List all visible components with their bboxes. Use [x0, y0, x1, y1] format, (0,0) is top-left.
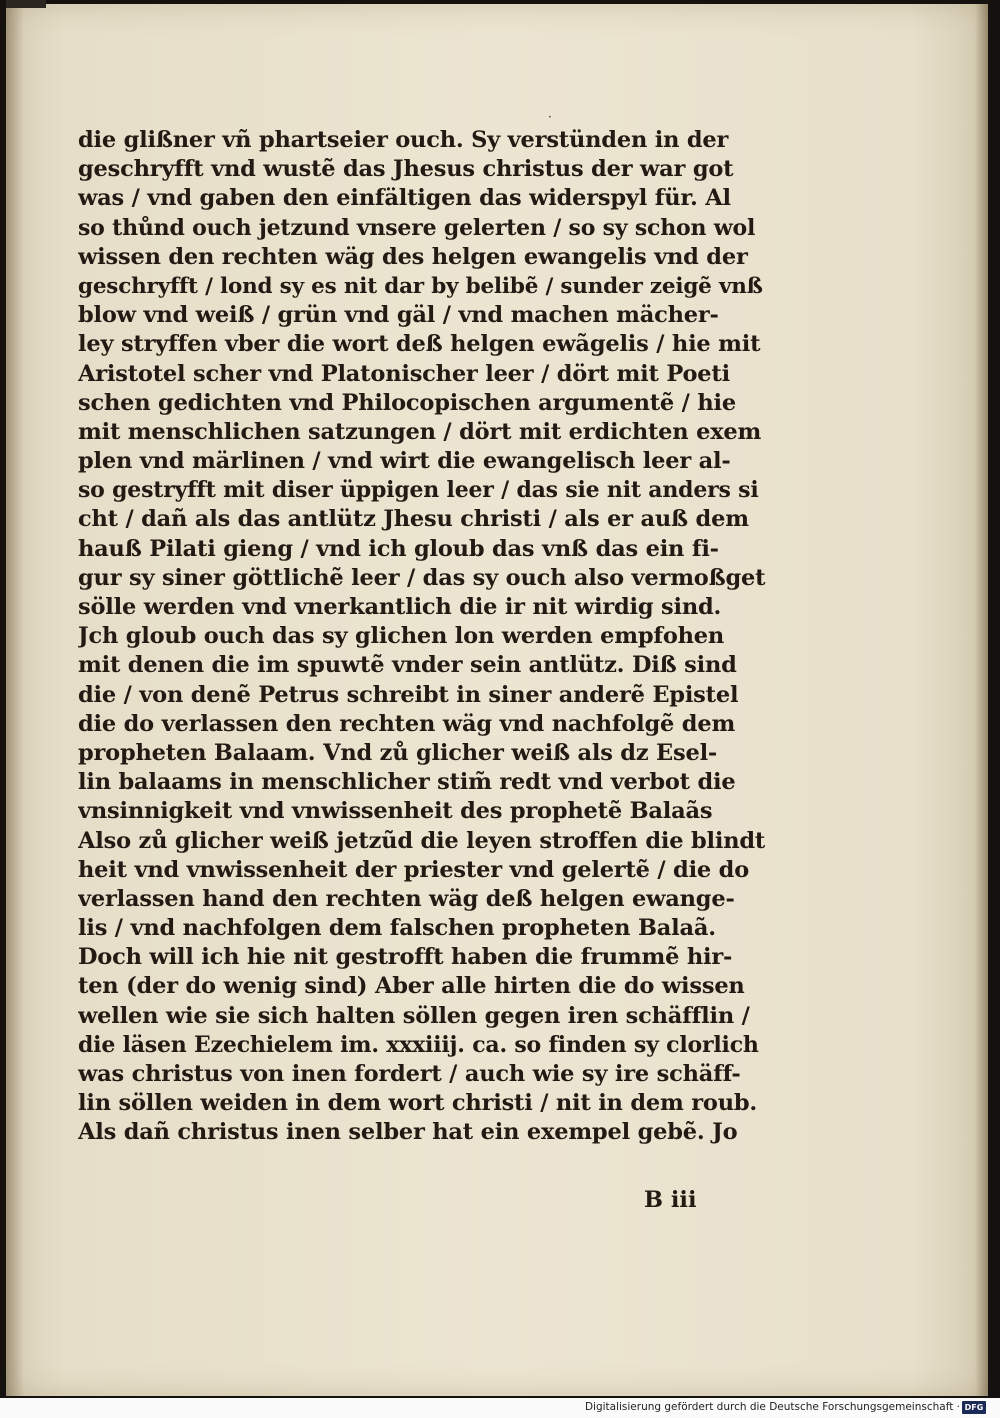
text-line: gur sy siner göttlichẽ leer / das sy ouch also vermoßget	[78, 564, 766, 591]
text-line: heit vnd vnwissenheit der priester vnd gelertẽ / die do	[78, 856, 750, 883]
text-line: so thůnd ouch jetzund vnsere gelerten / so sy schon wol	[78, 214, 756, 241]
ink-mark: ·	[548, 110, 552, 124]
text-line: Jch gloub ouch das sy glichen lon werden empfohen	[78, 623, 725, 650]
text-line: so gestryfft mit diser üppigen leer / das sie nit anders si	[78, 477, 759, 504]
text-line: plen vnd märlinen / vnd wirt die ewangelisch leer al-	[78, 448, 731, 475]
text-line: blow vnd weiß / grün vnd gäl / vnd machen mächer-	[78, 302, 719, 329]
text-line: geschryfft vnd wustẽ das Jhesus christus der war got	[78, 156, 734, 183]
dfg-logo: DFG	[962, 1401, 986, 1414]
text-line: mit denen die im spuwtẽ vnder sein antlütz. Diß sind	[78, 652, 737, 679]
text-line: die glißner vñ phartseier ouch. Sy verstünden in der	[78, 127, 729, 153]
text-line: schen gedichten vnd Philocopischen argumentẽ / hie	[78, 389, 736, 416]
text-line: geschryfft / lond sy es nit dar by belibẽ / sunder zeigẽ vnß	[78, 273, 763, 299]
text-line: ten (der do wenig sind) Aber alle hirten die do wissen	[78, 973, 745, 1000]
text-line: sölle werden vnd vnerkantlich die ir nit wirdig sind.	[78, 594, 722, 620]
page-gutter-shadow	[6, 4, 24, 1396]
text-line: was christus von inen fordert / auch wie sy ire schäff-	[78, 1061, 741, 1087]
text-line: Als dañ christus inen selber hat ein exempel gebẽ. Jo	[78, 1119, 738, 1146]
page-edge-shadow	[975, 4, 988, 1396]
scan-corner-mark	[6, 0, 46, 8]
text-line: wissen den rechten wäg des helgen ewangelis vnd der	[78, 243, 748, 270]
text-line: propheten Balaam. Vnd zů glicher weiß als dz Esel-	[78, 739, 718, 766]
text-line: lin balaams in menschlicher stim̃ redt vnd verbot die	[78, 769, 736, 796]
text-line: vnsinnigkeit vnd vnwissenheit des prophetẽ Balaãs	[78, 798, 713, 825]
text-line: verlassen hand den rechten wäg deß helgen ewange-	[78, 885, 735, 912]
text-line: lis / vnd nachfolgen dem falschen propheten Balaã.	[78, 915, 716, 942]
text-line: die läsen Ezechielem im. xxxiiij. ca. so finden sy clorlich	[78, 1031, 759, 1058]
text-line: ley stryffen vber die wort deß helgen ewãgelis / hie mit	[78, 331, 761, 358]
text-line: mit menschlichen satzungen / dört mit erdichten exem	[78, 418, 762, 445]
footer-credit: Digitalisierung gefördert durch die Deutsche Forschungsgemeinschaft ·	[584, 1401, 960, 1413]
text-line: wellen wie sie sich halten söllen gegen iren schäfflin /	[78, 1002, 750, 1029]
text-line: die / von denẽ Petrus schreibt in siner anderẽ Epistel	[78, 681, 739, 708]
text-line: was / vnd gaben den einfältigen das widerspyl für. Al	[78, 185, 731, 212]
page-text	[78, 126, 768, 1148]
text-line: lin söllen weiden in dem wort christi / nit in dem roub.	[78, 1090, 758, 1117]
text-line: Doch will ich hie nit gestrofft haben die frummẽ hir-	[78, 944, 733, 971]
text-line: cht / dañ als das antlütz Jhesu christi / als er auß dem	[78, 506, 749, 533]
signature-mark: B iii	[644, 1187, 697, 1213]
text-line: Also zů glicher weiß jetzũd die leyen stroffen die blindt	[78, 827, 766, 854]
text-line: Aristotel scher vnd Platonischer leer / dört mit Poeti	[78, 360, 730, 387]
text-line: die do verlassen den rechten wäg vnd nachfolgẽ dem	[78, 710, 736, 737]
text-line: hauß Pilati gieng / vnd ich gloub das vnß das ein fi-	[78, 535, 719, 562]
